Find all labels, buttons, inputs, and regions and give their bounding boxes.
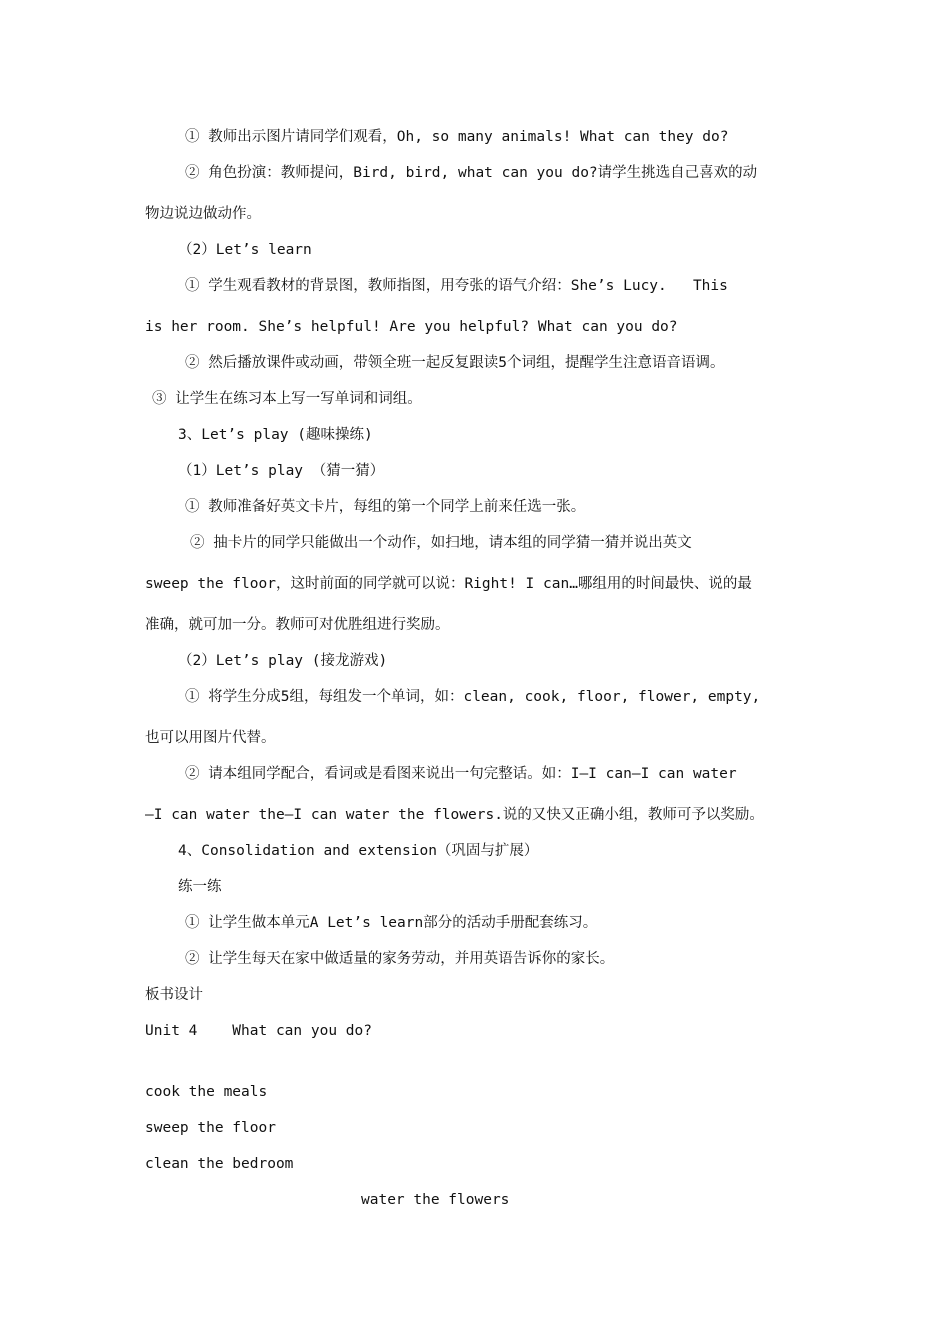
paragraph-line: ③ 让学生在练习本上写一写单词和词组。 [152, 391, 422, 407]
paragraph-line: 物边说边做动作。 [145, 206, 261, 222]
board-phrase: sweep the floor [145, 1120, 276, 1136]
paragraph-line: ② 请本组同学配合，看词或是看图来说出一句完整话。如：I—I can—I can water [185, 766, 737, 782]
board-phrase: clean the bedroom [145, 1156, 294, 1172]
paragraph-line: is her room. She’s helpful! Are you helpful? What can you do? [145, 319, 678, 335]
board-phrase: cook the meals [145, 1084, 268, 1100]
section-heading: （2）Let’s learn [178, 242, 312, 258]
paragraph-line: ② 抽卡片的同学只能做出一个动作，如扫地，请本组的同学猜一猜并说出英文 [190, 535, 692, 551]
section-heading: 4、Consolidation and extension（巩固与扩展） [178, 843, 539, 859]
paragraph-line: 也可以用图片代替。 [145, 730, 276, 746]
section-heading: 3、Let’s play (趣味操练) [178, 427, 373, 443]
paragraph-line: ② 然后播放课件或动画，带领全班一起反复跟读5个词组，提醒学生注意语音语调。 [185, 355, 725, 371]
section-heading: （1）Let’s play （猜一猜） [178, 463, 385, 479]
paragraph-line: —I can water the—I can water the flowers.说的又快又正确小组，教师可予以奖励。 [145, 807, 764, 823]
paragraph-line: ① 教师出示图片请同学们观看，Oh, so many animals! What can they do? [185, 129, 729, 145]
board-phrase: water the flowers [361, 1192, 510, 1208]
paragraph-line: ② 角色扮演：教师提问，Bird, bird, what can you do?请学生挑选自己喜欢的动 [185, 165, 758, 181]
board-title: Unit 4 What can you do? [145, 1023, 372, 1039]
paragraph-line: ② 让学生每天在家中做适量的家务劳动，并用英语告诉你的家长。 [185, 951, 615, 967]
paragraph-line: ① 将学生分成5组，每组发一个单词，如：clean, cook, floor, flower, empty, [185, 689, 761, 705]
paragraph-line: ① 学生观看教材的背景图，教师指图，用夸张的语气介绍：She’s Lucy. This [185, 278, 728, 294]
section-heading: 练一练 [178, 879, 222, 895]
paragraph-line: sweep the floor，这时前面的同学就可以说：Right! I can…哪组用的时间最快、说的最 [145, 576, 752, 592]
paragraph-line: 准确，就可加一分。教师可对优胜组进行奖励。 [145, 617, 450, 633]
section-heading: 板书设计 [145, 987, 203, 1003]
section-heading: （2）Let’s play (接龙游戏) [178, 653, 388, 669]
paragraph-line: ① 让学生做本单元A Let’s learn部分的活动手册配套练习。 [185, 915, 598, 931]
paragraph-line: ① 教师准备好英文卡片，每组的第一个同学上前来任选一张。 [185, 499, 586, 515]
